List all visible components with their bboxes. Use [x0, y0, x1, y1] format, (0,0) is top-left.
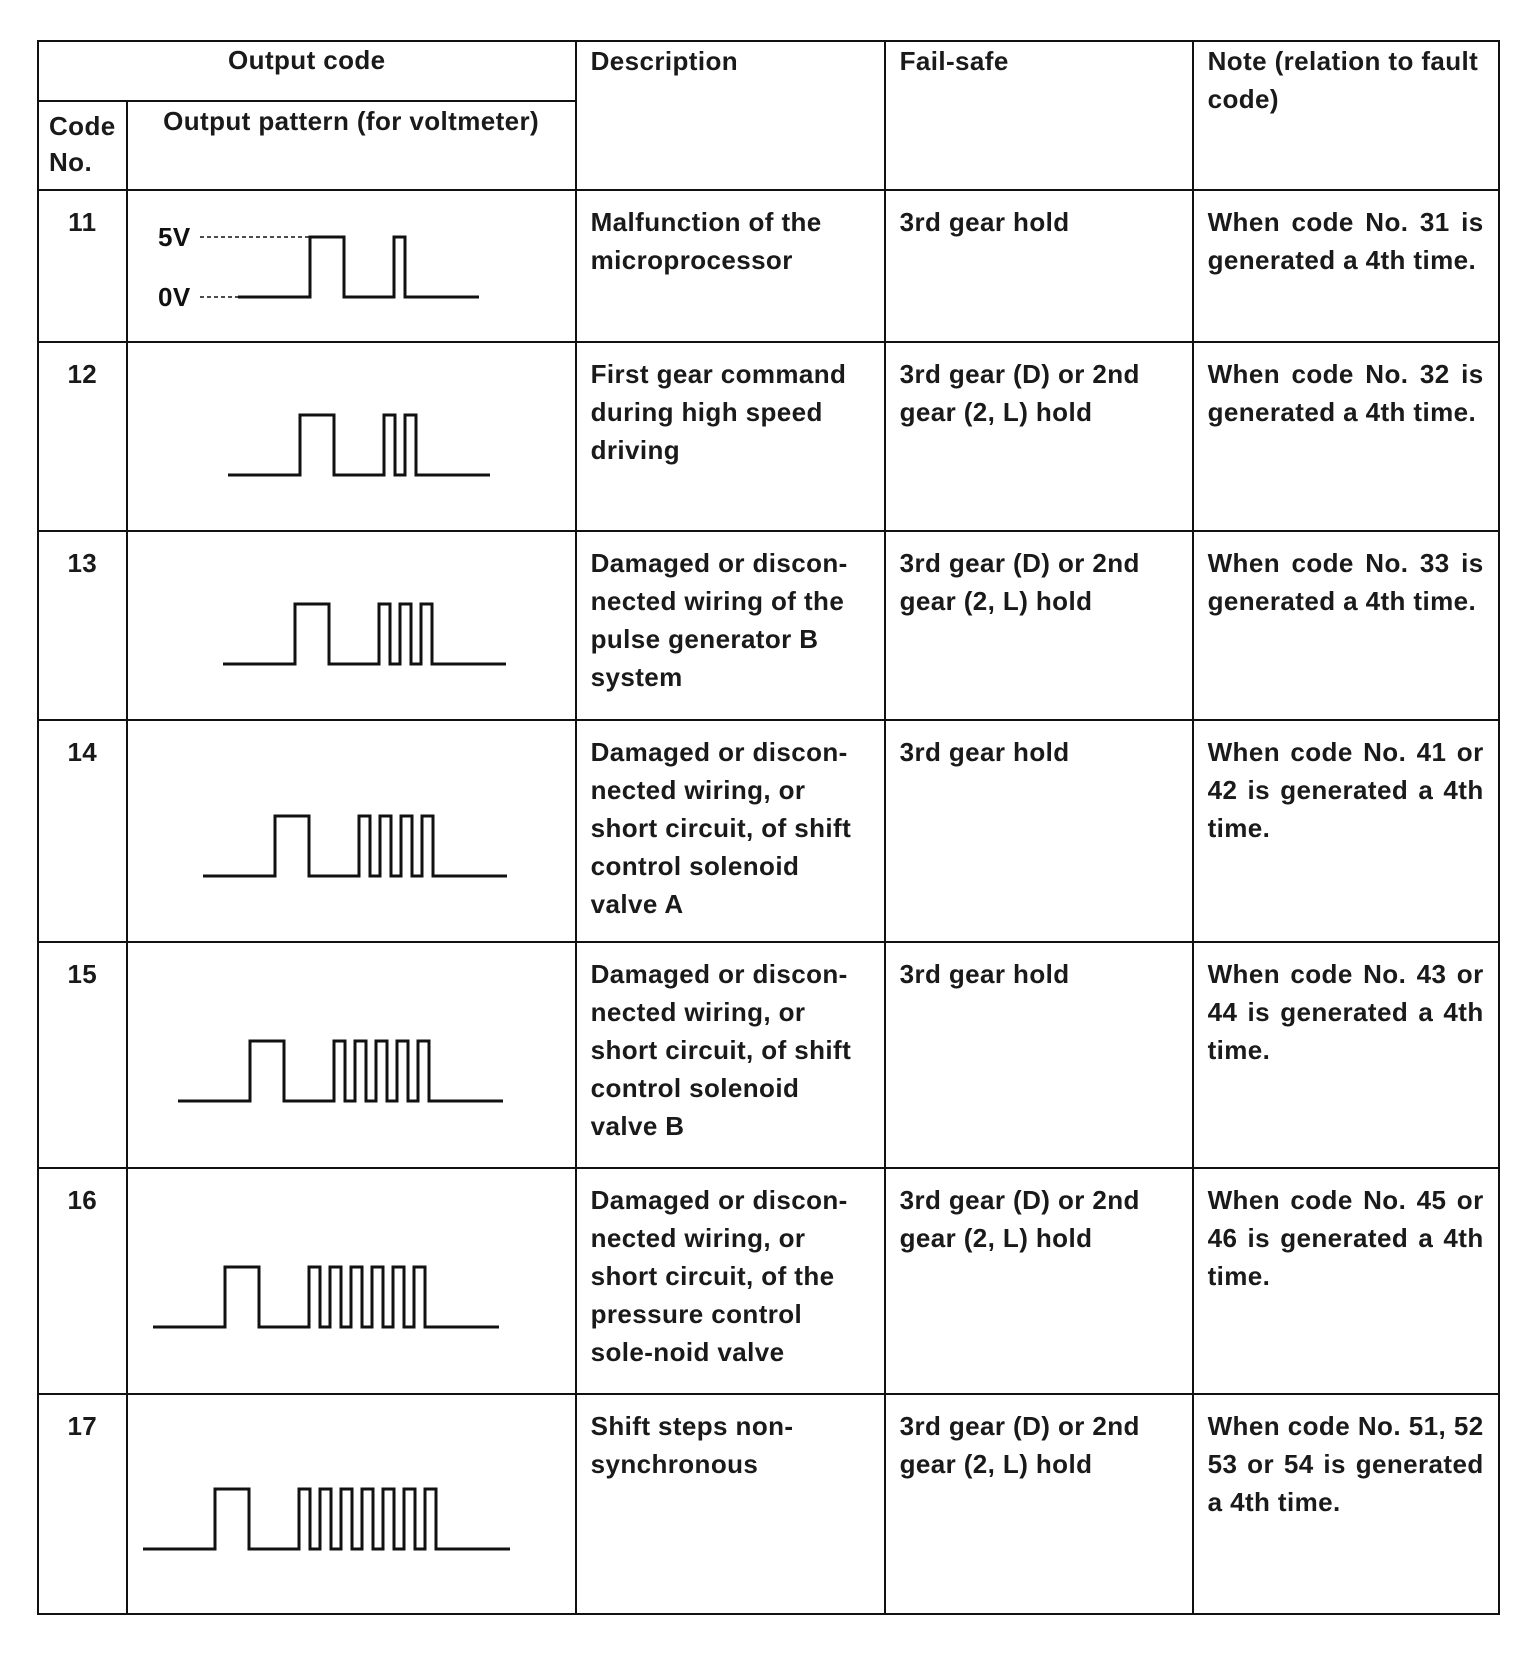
header-code-no: Code No. [38, 101, 127, 190]
table-row [38, 720, 1499, 942]
note-cell: When code No. 41 or 42 is generated a 4th time. [1193, 720, 1499, 942]
pulse-waveform [203, 816, 507, 876]
voltage-label-low: 0V [157, 282, 191, 312]
fail-safe-cell: 3rd gear (D) or 2nd gear (2, L) hold [885, 531, 1193, 720]
waveform-diagram [128, 191, 575, 339]
output-pattern-cell [127, 531, 576, 720]
description-cell: Damaged or discon-nected wiring, or short circuit, of shift control solenoid valve A [576, 720, 885, 942]
output-pattern-cell [127, 342, 576, 531]
waveform-diagram [128, 343, 575, 528]
table-row [38, 531, 1499, 720]
table-row [38, 1168, 1499, 1394]
waveform-diagram [128, 1169, 575, 1391]
code-number: 11 [38, 190, 127, 342]
note-cell: When code No. 45 or 46 is generated a 4th time. [1193, 1168, 1499, 1394]
code-number: 17 [38, 1394, 127, 1614]
note-cell: When code No. 33 is generated a 4th time. [1193, 531, 1499, 720]
fail-safe-cell: 3rd gear hold [885, 190, 1193, 342]
header-description: Description [576, 41, 885, 190]
pulse-waveform [153, 1267, 499, 1327]
description-cell: Damaged or discon-nected wiring, or short circuit, of shift control solenoid valve B [576, 942, 885, 1168]
code-number: 13 [38, 531, 127, 720]
output-pattern-cell [127, 1168, 576, 1394]
output-code-table [37, 40, 1500, 1615]
description-cell: Damaged or discon-nected wiring of the pulse generator B system [576, 531, 885, 720]
pulse-waveform [223, 604, 506, 664]
description-cell: Shift steps non-synchronous [576, 1394, 885, 1614]
description-cell: First gear command during high speed driving [576, 342, 885, 531]
waveform-diagram [128, 943, 575, 1165]
note-cell: When code No. 43 or 44 is generated a 4th time. [1193, 942, 1499, 1168]
pulse-waveform [143, 1489, 510, 1549]
code-number: 15 [38, 942, 127, 1168]
description-cell: Damaged or discon-nected wiring, or short circuit, of the pressure control sole-noid valve [576, 1168, 885, 1394]
output-pattern-cell [127, 720, 576, 942]
pulse-waveform [178, 1041, 503, 1101]
header-note: Note (relation to fault code) [1193, 41, 1499, 190]
output-pattern-cell [127, 1394, 576, 1614]
header-fail-safe: Fail-safe [885, 41, 1193, 190]
table-row [38, 942, 1499, 1168]
note-cell: When code No. 32 is generated a 4th time. [1193, 342, 1499, 531]
pulse-waveform [228, 415, 490, 475]
note-cell: When code No. 51, 52 53 or 54 is generated a 4th time. [1193, 1394, 1499, 1614]
fail-safe-cell: 3rd gear hold [885, 720, 1193, 942]
waveform-diagram [128, 1395, 575, 1611]
header-output-code: Output code [38, 41, 576, 101]
output-pattern-cell [127, 190, 576, 342]
voltage-label-high: 5V [157, 222, 191, 252]
table-row [38, 1394, 1499, 1614]
pulse-waveform [238, 237, 479, 297]
output-pattern-cell [127, 942, 576, 1168]
description-cell: Malfunction of the microprocessor [576, 190, 885, 342]
waveform-diagram [128, 532, 575, 717]
table-row [38, 342, 1499, 531]
fail-safe-cell: 3rd gear (D) or 2nd gear (2, L) hold [885, 342, 1193, 531]
table-row [38, 190, 1499, 342]
code-number: 12 [38, 342, 127, 531]
header-output-pattern: Output pattern (for voltmeter) [127, 101, 576, 190]
code-number: 14 [38, 720, 127, 942]
note-cell: When code No. 31 is generated a 4th time. [1193, 190, 1499, 342]
waveform-diagram [128, 721, 575, 939]
code-number: 16 [38, 1168, 127, 1394]
fail-safe-cell: 3rd gear (D) or 2nd gear (2, L) hold [885, 1168, 1193, 1394]
fail-safe-cell: 3rd gear (D) or 2nd gear (2, L) hold [885, 1394, 1193, 1614]
output-code-table-page [37, 40, 1500, 1615]
fail-safe-cell: 3rd gear hold [885, 942, 1193, 1168]
